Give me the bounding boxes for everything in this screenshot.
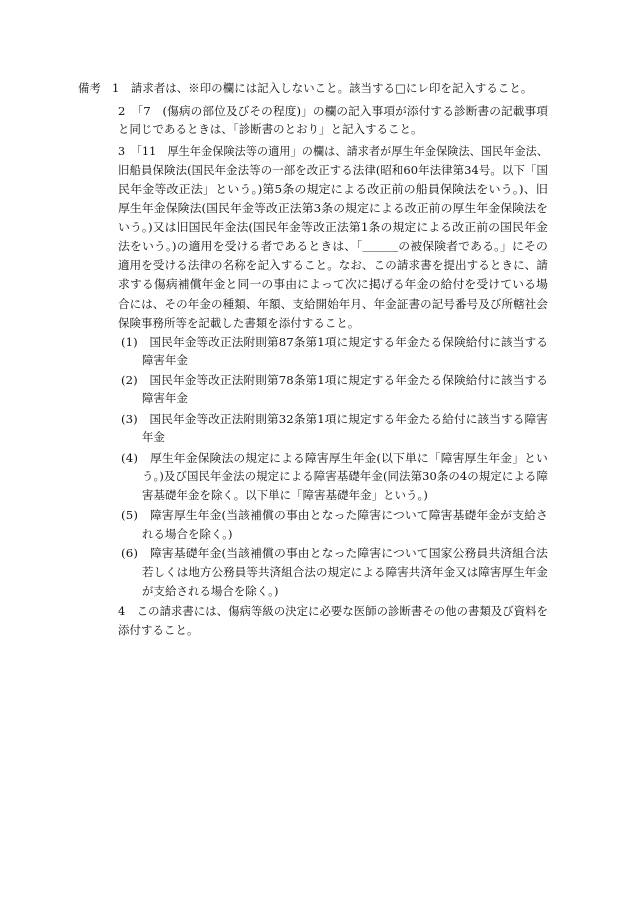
remarks-line: 合には、その年金の種類、年額、支給開始年月、年金証書の記号番号及び所轄社会	[118, 297, 549, 311]
remarks-line: 2 「7 (傷病の部位及びその程度)」の欄の記入事項が添付する診断書の記載事項	[118, 104, 549, 118]
remarks-line: 旧船員保険法(国民年金法等の一部を改正する法律(昭和60年法律第34号。以下「国	[118, 163, 548, 177]
remarks-line: 障害年金	[142, 353, 188, 367]
remarks-line: 求する傷病補償年金と同一の事由によって次に掲げる年金の給付を受けている場	[118, 277, 549, 291]
remarks-line: 4 この請求書には、傷病等級の決定に必要な医師の診断書その他の書類及び資料を	[118, 604, 549, 618]
remarks-line: 適用を受ける法律の名称を記入すること。なお、この請求書を提出するときに、請	[118, 258, 549, 272]
remarks-line: (1) 国民年金等改正法附則第87条第1項に規定する年金たる保険給付に該当する	[121, 335, 548, 349]
remarks-line: 1 請求者は、※印の欄には記入しないこと。該当する□にレ印を記入すること。	[112, 81, 533, 95]
remarks-line: 添付すること。	[118, 623, 199, 637]
remarks-line: 年金	[142, 430, 165, 444]
remarks-line: いう。)又は旧国民年金法(国民年金等改正法第1条の規定による改正前の国民年金	[118, 220, 549, 234]
remarks-line: 障害年金	[142, 391, 188, 405]
remarks-line: 3 「11 厚生年金保険法等の適用」の欄は、請求者が厚生年金保険法、国民年金法、	[118, 144, 549, 158]
remarks-line: 若しくは地方公務員等共済組合法の規定による障害共済年金又は障害厚生年金	[142, 565, 549, 579]
remarks-line: 厚生年金保険法(国民年金等改正法第3条の規定による改正前の厚生年金保険法を	[118, 201, 549, 215]
remarks-line: 保険事務所等を記載した書類を添付すること。	[118, 316, 360, 330]
remarks-line: (6) 障害基礎年金(当該補償の事由となった障害について国家公務員共済組合法	[121, 546, 548, 560]
remarks-line: れる場合を除く。)	[142, 527, 233, 541]
remarks-line: (4) 厚生年金保険法の規定による障害厚生年金(以下単に「障害厚生年金」とい	[121, 451, 548, 465]
remarks-line: (3) 国民年金等改正法附則第32条第1項に規定する年金たる給付に該当する障害	[121, 412, 548, 426]
remarks-line: 民年金等改正法」という。)第5条の規定による改正前の船員保険法をいう。)、旧	[118, 182, 548, 196]
remarks-heading: 備考	[78, 81, 101, 95]
remarks-line: 害基礎年金を除く。以下単に「障害基礎年金」という。)	[142, 488, 428, 502]
remarks-line: う。)及び国民年金法の規定による障害基礎年金(同法第30条の4の規定による障	[142, 469, 549, 483]
remarks-line: (2) 国民年金等改正法附則第78条第1項に規定する年金たる保険給付に該当する	[121, 373, 548, 387]
remarks-line: が支給される場合を除く。)	[142, 584, 279, 598]
remarks-line: 法をいう。)の適用を受ける者であるときは、「＿＿＿の被保険者である。」にその	[118, 239, 548, 253]
remarks-line: と同じであるときは、「診断書のとおり」と記入すること。	[118, 122, 423, 136]
remarks-line: (5) 障害厚生年金(当該補償の事由となった障害について障害基礎年金が支給さ	[121, 508, 548, 522]
